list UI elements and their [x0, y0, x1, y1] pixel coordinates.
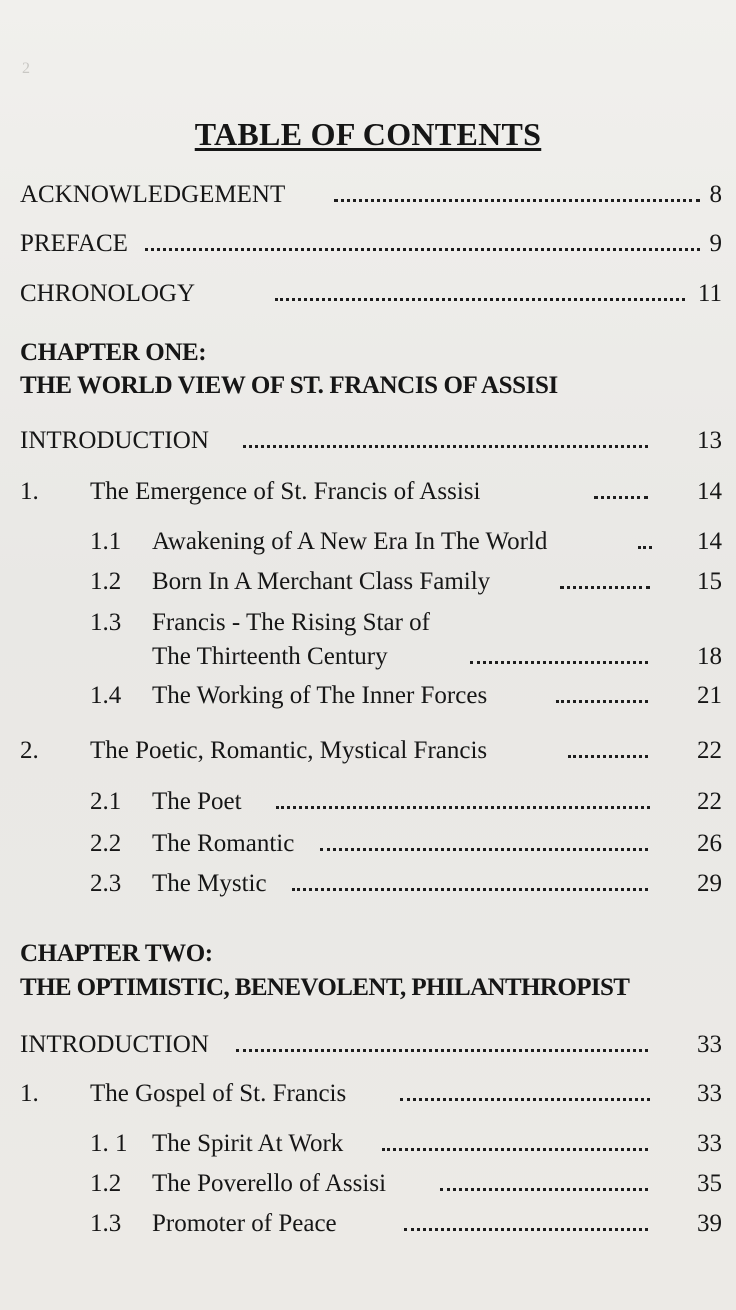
- toc-entry-number: 2.2: [90, 830, 122, 857]
- toc-entry-introduction: [0, 1031, 736, 1065]
- toc-entry-acknowledgement: [0, 181, 736, 215]
- toc-entry-page: 22: [697, 788, 722, 815]
- toc-entry-label: The Working of The Inner Forces: [152, 682, 488, 709]
- toc-entry-label: The Poetic, Romantic, Mystical Francis: [90, 737, 488, 764]
- toc-entry-label: The Spirit At Work: [152, 1130, 344, 1157]
- page-title: TABLE OF CONTENTS: [194, 116, 542, 152]
- toc-entry-number: 1.3: [90, 1210, 122, 1237]
- toc-entry-page: 15: [697, 568, 722, 595]
- toc-entry-number: 1.4: [90, 682, 122, 709]
- toc-entry-section: [0, 737, 736, 771]
- dot-leader: [638, 546, 652, 549]
- toc-entry-number: 1.2: [90, 568, 122, 595]
- page-number: 2: [22, 60, 30, 77]
- toc-entry-label: The Poverello of Assisi: [152, 1170, 387, 1197]
- chapter-one-heading: CHAPTER ONE:: [20, 339, 207, 366]
- toc-entry-introduction: [0, 427, 736, 461]
- toc-entry-page: 39: [697, 1210, 722, 1237]
- toc-entry-subsection: [0, 528, 736, 562]
- dot-leader: [276, 806, 650, 809]
- toc-entry-number: 2.1: [90, 788, 122, 815]
- toc-entry-subsection: [0, 788, 736, 822]
- toc-entry-number: 1.2: [90, 1170, 122, 1197]
- dot-leader: [560, 586, 650, 589]
- toc-entry-page: 26: [697, 830, 722, 857]
- chapter-one-subtitle: THE WORLD VIEW OF ST. FRANCIS OF ASSISI: [20, 372, 558, 399]
- toc-entry-label: INTRODUCTION: [20, 1031, 209, 1058]
- toc-entry-page: 8: [709, 181, 722, 208]
- toc-entry-page: 14: [697, 478, 722, 505]
- toc-entry-number: 1. 1: [90, 1130, 128, 1157]
- toc-entry-label: The Emergence of St. Francis of Assisi: [90, 478, 481, 505]
- toc-entry-page: 18: [697, 643, 722, 670]
- toc-entry-number: 1.3: [90, 609, 122, 636]
- toc-entry-number: 1.: [20, 1080, 39, 1107]
- toc-entry-label: CHRONOLOGY: [20, 280, 195, 307]
- chapter-two-subtitle: THE OPTIMISTIC, BENEVOLENT, PHILANTHROPIST: [20, 974, 630, 1001]
- toc-entry-subsection-continued: [0, 643, 736, 677]
- toc-entry-label: The Poet: [152, 788, 242, 815]
- toc-entry-page: 13: [697, 427, 722, 454]
- toc-entry-page: 33: [697, 1130, 722, 1157]
- dot-leader: [404, 1228, 648, 1231]
- toc-entry-label: The Mystic: [152, 870, 267, 897]
- toc-entry-number: 2.3: [90, 870, 122, 897]
- toc-entry-label: Francis - The Rising Star of: [152, 609, 430, 636]
- toc-entry-page: 35: [697, 1170, 722, 1197]
- toc-entry-label: INTRODUCTION: [20, 427, 209, 454]
- toc-entry-number: 1.: [20, 478, 39, 505]
- toc-entry-page: 11: [697, 280, 722, 307]
- toc-entry-label: PREFACE: [20, 230, 128, 257]
- toc-entry-preface: [0, 230, 736, 264]
- toc-entry-subsection: [0, 682, 736, 716]
- toc-entry-number: 2.: [20, 737, 39, 764]
- toc-entry-label: Born In A Merchant Class Family: [152, 568, 491, 595]
- toc-entry-label: Awakening of A New Era In The World: [152, 528, 548, 555]
- dot-leader: [334, 199, 700, 202]
- toc-entry-page: 22: [697, 737, 722, 764]
- dot-leader: [470, 661, 648, 664]
- dot-leader: [292, 888, 648, 891]
- toc-entry-page: 9: [709, 230, 722, 257]
- dot-leader: [236, 1049, 648, 1052]
- dot-leader: [556, 700, 648, 703]
- toc-entry-subsection: [0, 1170, 736, 1204]
- toc-entry-subsection: [0, 830, 736, 864]
- dot-leader: [382, 1148, 648, 1151]
- toc-entry-page: 33: [697, 1031, 722, 1058]
- dot-leader: [440, 1188, 648, 1191]
- toc-entry-subsection: [0, 609, 736, 643]
- toc-entry-page: 33: [697, 1080, 722, 1107]
- toc-entry-subsection: [0, 1130, 736, 1164]
- toc-entry-page: 21: [697, 682, 722, 709]
- dot-leader: [243, 445, 648, 448]
- toc-entry-page: 14: [697, 528, 722, 555]
- toc-entry-section: [0, 1080, 736, 1114]
- dot-leader: [594, 496, 648, 499]
- dot-leader: [145, 248, 700, 251]
- dot-leader: [568, 755, 648, 758]
- toc-entry-label-continued: The Thirteenth Century: [152, 643, 388, 670]
- dot-leader: [400, 1098, 650, 1101]
- toc-entry-chronology: [0, 280, 736, 314]
- toc-entry-label: ACKNOWLEDGEMENT: [20, 181, 286, 208]
- toc-entry-page: 29: [697, 870, 722, 897]
- chapter-two-heading: CHAPTER TWO:: [20, 940, 213, 967]
- toc-entry-label: The Gospel of St. Francis: [90, 1080, 347, 1107]
- toc-entry-label: The Romantic: [152, 830, 295, 857]
- toc-entry-section: [0, 478, 736, 512]
- toc-entry-number: 1.1: [90, 528, 122, 555]
- dot-leader: [275, 298, 685, 301]
- toc-entry-subsection: [0, 1210, 736, 1244]
- toc-entry-label: Promoter of Peace: [152, 1210, 337, 1237]
- toc-entry-subsection: [0, 568, 736, 602]
- dot-leader: [320, 848, 648, 851]
- toc-entry-subsection: [0, 870, 736, 904]
